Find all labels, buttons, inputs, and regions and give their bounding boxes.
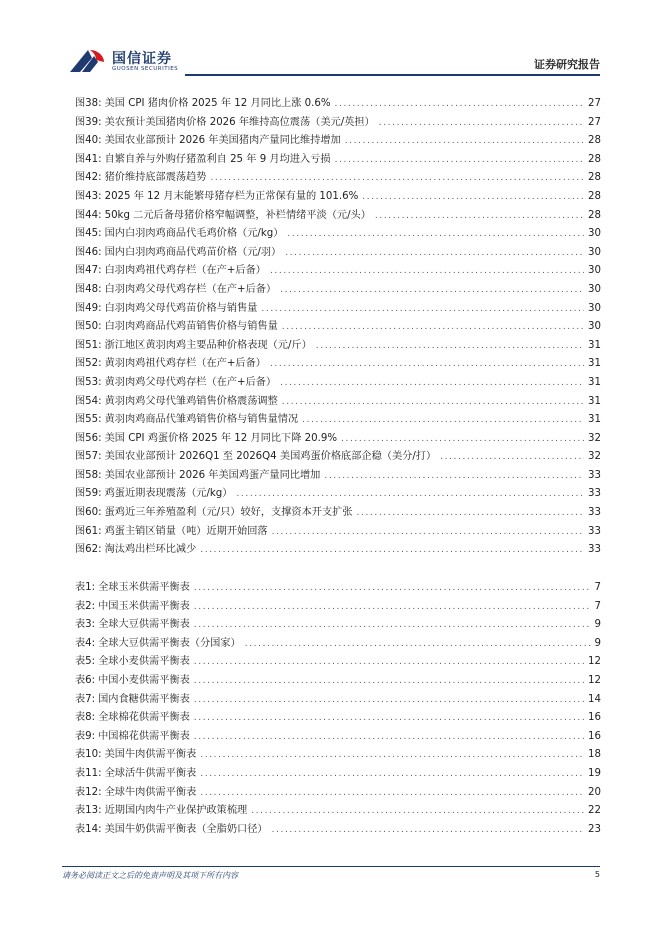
report-type: 证券研究报告 [534, 58, 600, 71]
figure-toc-entry[interactable] [75, 522, 601, 541]
entry-title: 美农预计美国猪肉价格 2026 年维持高位震荡（美元/英担） [104, 116, 375, 128]
table-toc-entry[interactable] [75, 690, 601, 709]
entry-page: 28 [588, 135, 601, 147]
entry-page: 32 [588, 432, 601, 444]
table-toc-entry[interactable] [75, 597, 601, 616]
entry-label: 图47: [75, 265, 102, 277]
entry-label: 图43: [75, 190, 102, 202]
dot-leader [261, 304, 584, 314]
entry-label: 图62: [75, 544, 102, 556]
entry-label: 表12: [75, 786, 102, 798]
entry-label: 图44: [75, 209, 102, 221]
dot-leader [270, 359, 584, 369]
entry-title: 全球棉花供需平衡表 [98, 712, 190, 724]
entry-label: 表4: [75, 637, 96, 649]
figure-toc-entry[interactable] [75, 224, 601, 243]
dot-leader [194, 583, 591, 593]
entry-title: 白羽肉鸡父母代鸡苗价格与销售量 [104, 302, 258, 314]
dot-leader [194, 713, 584, 723]
entry-title: 白羽肉鸡商品代鸡苗销售价格与销售量 [104, 321, 278, 333]
entry-page: 16 [588, 712, 601, 724]
entry-page: 20 [588, 786, 601, 798]
entry-title: 全球牛肉供需平衡表 [104, 786, 197, 798]
footer-divider [62, 866, 600, 867]
entry-title: 黄羽肉鸡商品代雏鸡销售价格与销售量情况 [104, 414, 299, 426]
entry-label: 表2: [75, 600, 96, 612]
dot-leader [341, 434, 584, 444]
entry-label: 表8: [75, 712, 96, 724]
figure-toc-entry[interactable] [75, 503, 601, 522]
dot-leader [287, 229, 584, 239]
entry-title: 美国农业部预计 2026Q1 至 2026Q4 美国鸡蛋价格底部企稳（美分/打） [104, 451, 437, 463]
footer-disclaimer: 请务必阅读正文之后的免责声明及其项下所有内容 [62, 871, 238, 880]
figure-toc-entry[interactable] [75, 168, 601, 187]
figure-toc-entry[interactable] [75, 484, 601, 503]
entry-title: 国内白羽肉鸡商品代毛鸡价格（元/kg） [104, 228, 284, 240]
entry-title: 鸡蛋近期表现震荡（元/kg） [104, 488, 233, 500]
dot-leader [272, 825, 584, 835]
entry-page: 9 [594, 637, 601, 649]
dot-leader [272, 527, 584, 537]
entry-page: 9 [594, 619, 601, 631]
entry-label: 图48: [75, 283, 102, 295]
figure-toc-entry[interactable] [75, 187, 601, 206]
entry-page: 33 [588, 507, 601, 519]
entry-title: 黄羽肉鸡父母代鸡存栏（在产+后备） [104, 376, 277, 388]
table-toc-entry[interactable] [75, 801, 601, 820]
brand-name-english: GUOSEN SECURITIES [112, 66, 179, 72]
entry-label: 表3: [75, 619, 96, 631]
entry-title: 50kg 二元后备母猪价格窄幅调整，补栏情绪平淡（元/头） [104, 209, 371, 221]
entry-title: 近期国内肉牛产业保护政策梳理 [104, 805, 248, 817]
figure-toc-entry[interactable] [75, 280, 601, 299]
entry-page: 31 [588, 339, 601, 351]
dot-leader [200, 545, 584, 555]
entry-page: 28 [588, 190, 601, 202]
entry-page: 18 [588, 749, 601, 761]
guosen-logo-icon [68, 46, 108, 76]
dot-leader [316, 341, 584, 351]
entry-page: 16 [588, 730, 601, 742]
entry-page: 33 [588, 544, 601, 556]
dot-leader [335, 99, 584, 109]
table-toc-entry[interactable] [75, 745, 601, 764]
dot-leader [335, 155, 584, 165]
figure-toc-entry[interactable] [75, 317, 601, 336]
dot-leader [194, 602, 591, 612]
figure-toc-entry[interactable] [75, 373, 601, 392]
figure-toc-entry[interactable] [75, 150, 601, 169]
table-toc-entry[interactable] [75, 708, 601, 727]
dot-leader [324, 471, 584, 481]
entry-label: 图40: [75, 135, 102, 147]
entry-page: 23 [588, 823, 601, 835]
entry-page: 7 [594, 582, 601, 593]
dot-leader [251, 806, 584, 816]
dot-leader [270, 266, 584, 276]
table-toc-entry[interactable] [75, 634, 601, 653]
entry-title: 猪价维持底部震荡趋势 [104, 172, 207, 184]
figure-toc-entry[interactable] [75, 94, 601, 113]
entry-title: 中国棉花供需平衡表 [98, 730, 190, 742]
entry-page: 27 [588, 98, 601, 109]
entry-label: 图56: [75, 432, 102, 444]
entry-label: 图51: [75, 339, 102, 351]
entry-title: 美国牛奶供需平衡表（全脂奶口径） [104, 823, 268, 835]
entry-title: 淘汰鸡出栏环比减少 [104, 544, 197, 556]
figure-toc-entry[interactable] [75, 113, 601, 132]
entry-page: 33 [588, 469, 601, 481]
entry-page: 28 [588, 153, 601, 165]
entry-title: 美国农业部预计 2026 年美国鸡蛋产量同比增加 [104, 469, 321, 481]
entry-label: 图39: [75, 116, 102, 128]
dot-leader [210, 173, 584, 183]
figure-toc-entry[interactable] [75, 243, 601, 262]
dot-leader [282, 397, 584, 407]
entry-page: 27 [588, 116, 601, 128]
entry-page: 32 [588, 451, 601, 463]
dot-leader [194, 732, 584, 742]
entry-label: 图58: [75, 469, 102, 481]
entry-page: 12 [588, 656, 601, 668]
entry-title: 全球小麦供需平衡表 [98, 656, 190, 668]
entry-label: 图45: [75, 228, 102, 240]
entry-title: 全球大豆供需平衡表 [98, 619, 190, 631]
entry-page: 31 [588, 395, 601, 407]
entry-title: 自繁自养与外购仔猪盈利自 25 年 9 月均进入亏损 [104, 153, 331, 165]
figure-toc-entry[interactable] [75, 410, 601, 429]
header-divider [185, 74, 600, 76]
entry-page: 30 [588, 265, 601, 277]
figure-toc-entry[interactable] [75, 131, 601, 150]
entry-label: 图50: [75, 321, 102, 333]
entry-page: 30 [588, 302, 601, 314]
entry-label: 表13: [75, 805, 102, 817]
dot-leader [200, 750, 584, 760]
entry-label: 图42: [75, 172, 102, 184]
dot-leader [245, 639, 591, 649]
entry-label: 图57: [75, 451, 102, 463]
entry-title: 黄羽肉鸡父母代雏鸡销售价格震荡调整 [104, 395, 278, 407]
table-toc-entry[interactable] [75, 764, 601, 783]
figure-toc-entry[interactable] [75, 429, 601, 448]
figure-toc-entry[interactable] [75, 299, 601, 318]
table-toc-entry[interactable] [75, 671, 601, 690]
table-list [75, 578, 601, 838]
figure-toc-entry[interactable] [75, 261, 601, 280]
entry-title: 全球活牛供需平衡表 [104, 767, 197, 779]
entry-label: 图46: [75, 246, 102, 258]
entry-label: 图52: [75, 358, 102, 370]
entry-page: 28 [588, 172, 601, 184]
entry-title: 蛋鸡近三年养殖盈利（元/只）较好，支撑资本开支扩张 [104, 507, 353, 519]
figure-toc-entry[interactable] [75, 392, 601, 411]
figure-toc-entry[interactable] [75, 466, 601, 485]
entry-label: 表11: [75, 767, 102, 779]
figure-toc-entry[interactable] [75, 206, 601, 225]
entry-title: 中国玉米供需平衡表 [98, 600, 190, 612]
dot-leader [362, 192, 584, 202]
entry-label: 图38: [75, 98, 102, 109]
entry-label: 表7: [75, 693, 96, 705]
entry-page: 22 [588, 805, 601, 817]
brand-name: 国信证券 [112, 51, 172, 67]
dot-leader [236, 489, 584, 499]
entry-page: 30 [588, 321, 601, 333]
table-toc-entry[interactable] [75, 578, 601, 597]
entry-label: 图55: [75, 414, 102, 426]
entry-title: 白羽肉鸡父母代鸡存栏（在产+后备） [104, 283, 277, 295]
entry-label: 图54: [75, 395, 102, 407]
dot-leader [375, 211, 584, 221]
entry-title: 全球玉米供需平衡表 [98, 582, 190, 593]
entry-page: 30 [588, 246, 601, 258]
entry-page: 33 [588, 488, 601, 500]
entry-page: 28 [588, 209, 601, 221]
entry-label: 表6: [75, 674, 96, 686]
figure-toc-entry[interactable] [75, 540, 601, 559]
dot-leader [194, 620, 591, 630]
figure-list [75, 94, 601, 559]
entry-page: 19 [588, 767, 601, 779]
dot-leader [345, 136, 584, 146]
figure-toc-entry[interactable] [75, 336, 601, 355]
entry-title: 美国农业部预计 2026 年美国猪肉产量同比维持增加 [104, 135, 341, 147]
dot-leader [194, 676, 584, 686]
entry-title: 鸡蛋主销区销量（吨）近期开始回落 [104, 525, 268, 537]
entry-page: 31 [588, 376, 601, 388]
entry-label: 图41: [75, 153, 102, 165]
dot-leader [357, 508, 585, 518]
entry-page: 7 [594, 600, 601, 612]
entry-label: 表5: [75, 656, 96, 668]
entry-page: 31 [588, 414, 601, 426]
entry-label: 表10: [75, 749, 102, 761]
entry-title: 国内食糖供需平衡表 [98, 693, 190, 705]
dot-leader [194, 695, 584, 705]
page-number: 5 [594, 870, 600, 879]
entry-title: 2025 年 12 月末能繁母猪存栏为正常保有量的 101.6% [104, 190, 359, 202]
dot-leader [440, 452, 584, 462]
figure-toc-entry[interactable] [75, 354, 601, 373]
entry-page: 31 [588, 358, 601, 370]
entry-page: 14 [588, 693, 601, 705]
entry-page: 33 [588, 525, 601, 537]
table-toc-entry[interactable] [75, 652, 601, 671]
dot-leader [200, 769, 584, 779]
entry-label: 表9: [75, 730, 96, 742]
entry-title: 浙江地区黄羽肉鸡主要品种价格表现（元/斤） [104, 339, 312, 351]
table-toc-entry[interactable] [75, 727, 601, 746]
dot-leader [285, 248, 584, 258]
entry-page: 30 [588, 283, 601, 295]
table-toc-entry[interactable] [75, 820, 601, 839]
entry-label: 图53: [75, 376, 102, 388]
entry-label: 表1: [75, 582, 96, 593]
entry-title: 全球大豆供需平衡表（分国家） [98, 637, 241, 649]
dot-leader [280, 378, 584, 388]
entry-title: 中国小麦供需平衡表 [98, 674, 190, 686]
figure-toc-entry[interactable] [75, 447, 601, 466]
entry-title: 美国 CPI 猪肉价格 2025 年 12 月同比上涨 0.6% [104, 98, 331, 109]
entry-title: 美国 CPI 鸡蛋价格 2025 年 12 月同比下降 20.9% [104, 432, 338, 444]
entry-page: 30 [588, 228, 601, 240]
dot-leader [200, 788, 584, 798]
entry-label: 图49: [75, 302, 102, 314]
dot-leader [302, 415, 584, 425]
table-toc-entry[interactable] [75, 783, 601, 802]
page-header [0, 0, 662, 80]
entry-label: 图60: [75, 507, 102, 519]
entry-label: 表14: [75, 823, 102, 835]
entry-label: 图59: [75, 488, 102, 500]
entry-title: 美国牛肉供需平衡表 [104, 749, 197, 761]
entry-page: 12 [588, 674, 601, 686]
dot-leader [282, 322, 584, 332]
table-toc-entry[interactable] [75, 615, 601, 634]
dot-leader [379, 118, 584, 128]
entry-label: 图61: [75, 525, 102, 537]
dot-leader [194, 657, 584, 667]
entry-title: 国内白羽肉鸡商品代鸡苗价格（元/羽） [104, 246, 282, 258]
entry-title: 黄羽肉鸡祖代鸡存栏（在产+后备） [104, 358, 266, 370]
entry-title: 白羽肉鸡祖代鸡存栏（在产+后备） [104, 265, 266, 277]
dot-leader [280, 285, 584, 295]
